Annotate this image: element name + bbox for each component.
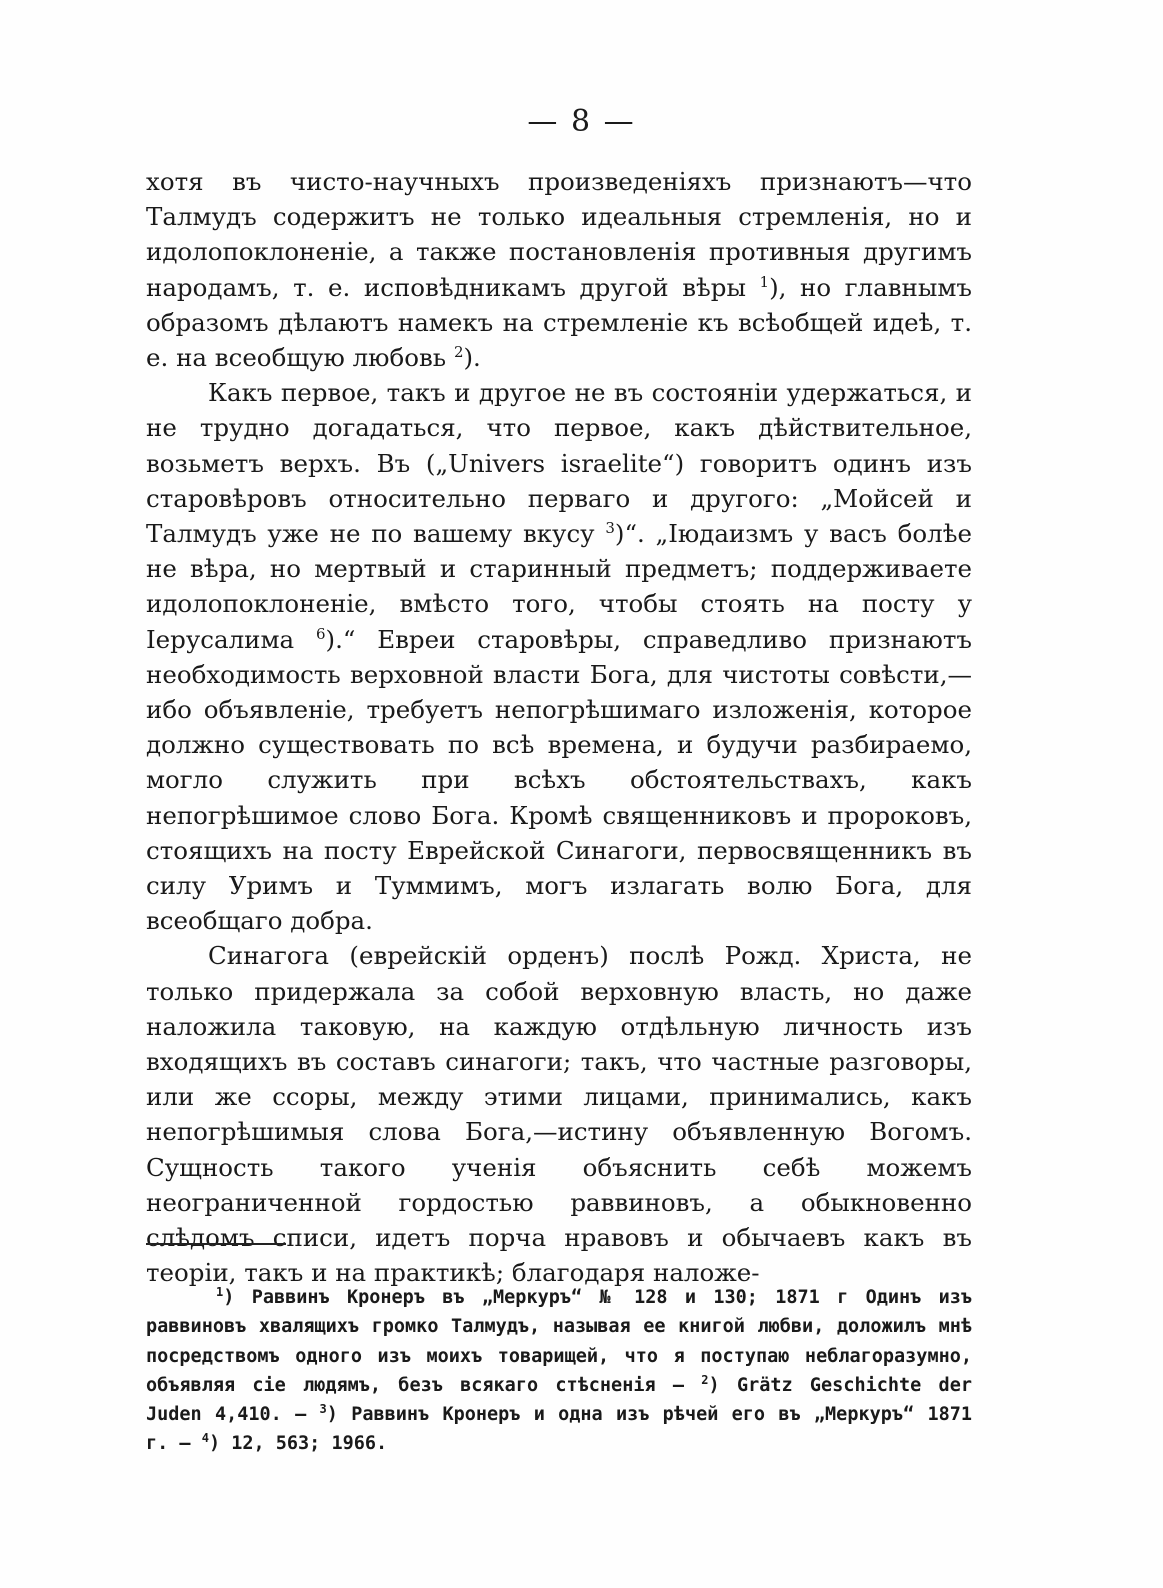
footnote-mark-2: 2 [701, 1372, 709, 1387]
footnote-text: ) Grätz Geschichte der Juden 4,410. — [146, 1374, 972, 1426]
footnote-ref-1: 1 [759, 272, 770, 291]
footnote-mark-1: 1 [216, 1285, 224, 1299]
paragraph-text: Синагога (еврейскій орденъ) послѣ Рожд. Христа, не только придержала за собой верховную власть, но даже наложила таковую, на каждую отдѣльную личность изъ входящихъ въ составъ синагоги; такъ, что частные разговоры, или же ссоры, между этими лицами, принимались, какъ непогрѣшимыя слова Бога,—истину объявленную Вогомъ. Сущность такого ученія объяснить себѣ можемъ неограниченной гордостью раввиновъ, а обыкновенно слѣдомъ списи, идетъ порча нравовъ и обычаевъ какъ въ теоріи, такъ и на практикѣ; благодаря наложе- [146, 941, 972, 1288]
paragraph-1 [146, 164, 972, 375]
footnote-ref-3: 3 [605, 519, 615, 538]
footnote-mark-3: 3 [319, 1402, 327, 1417]
footnote-ref-2: 2 [453, 343, 464, 362]
paragraph-text: ).“ Евреи старовѣры, справедливо признаютъ необходимость верховной власти Бога, для чистоты совѣсти,—ибо объявленіе, требуетъ непогрѣшимаго изложенія, которое должно существовать по всѣ времена, и будучи разбираемо, могло служить при всѣхъ обстоятельствахъ, какъ непогрѣшимое слово Бога. Кромѣ священниковъ и пророковъ, стоящихъ на посту Еврейской Синагоги, первосвященникъ въ силу Уримъ и Туммимъ, могъ излагать волю Бога, для всеобщаго добра. [146, 624, 972, 936]
footnote-text: ) Раввинъ Кронеръ въ „Меркуръ“ № 128 и 130; 1871 г Одинъ изъ раввиновъ хвалящихъ громко Талмудъ, называя ее книгой любви, доложилъ мнѣ посредствомъ одного изъ моихъ товарищей, что я поступаю неблагоразумно, объявляя сіе людямъ, безъ всякаго стѣсненія — [146, 1287, 972, 1396]
footnote-text: ) 12, 563; 1966. [208, 1433, 388, 1455]
paragraph-2 [146, 375, 972, 938]
footnote-divider [146, 1243, 286, 1245]
footnote-block [146, 1283, 972, 1459]
footnote-ref-6: 6 [315, 624, 326, 643]
paragraph-text: хотя въ чисто-научныхъ произведеніяхъ признаютъ—что Талмудъ содержитъ не только идеальныя стремленія, но и идолопоклоненіе, а также постановленія противныя другимъ народамъ, т. е. исповѣдникамъ другой вѣры [146, 167, 972, 302]
footnotes [146, 1283, 972, 1459]
body-text [146, 164, 972, 1291]
paragraph-text: ), но главнымъ образомъ дѣлаютъ намекъ на стремленіе къ всѣобщей идеѣ, т. е. на всеобщую любовь [146, 272, 972, 373]
paragraph-text: Какъ первое, такъ и другое не въ состояніи удержаться, и не трудно догадаться, что первое, какъ дѣйствительное, возьметъ верхъ. Въ („Univers israelite“) говоритъ одинъ изъ старовѣровъ относительно перваго и другого: „Мойсей и Талмудъ уже не по вашему вкусу [146, 378, 972, 549]
footnote-text: ) Раввинъ Кронеръ и одна изъ рѣчей его въ „Меркуръ“ 1871 г. — [146, 1404, 972, 1455]
paragraph-text: )“. „Іюдаизмъ у васъ болѣе не вѣра, но мертвый и старинный предметъ; поддерживаете идолопоклоненіе, вмѣсто того, чтобы стоять на посту у Іерусалима [146, 519, 972, 654]
paragraph-3 [146, 938, 972, 1290]
footnote-mark-4: 4 [201, 1431, 209, 1446]
paragraph-text: ). [463, 343, 481, 373]
page-number: — 8 — [527, 104, 636, 139]
